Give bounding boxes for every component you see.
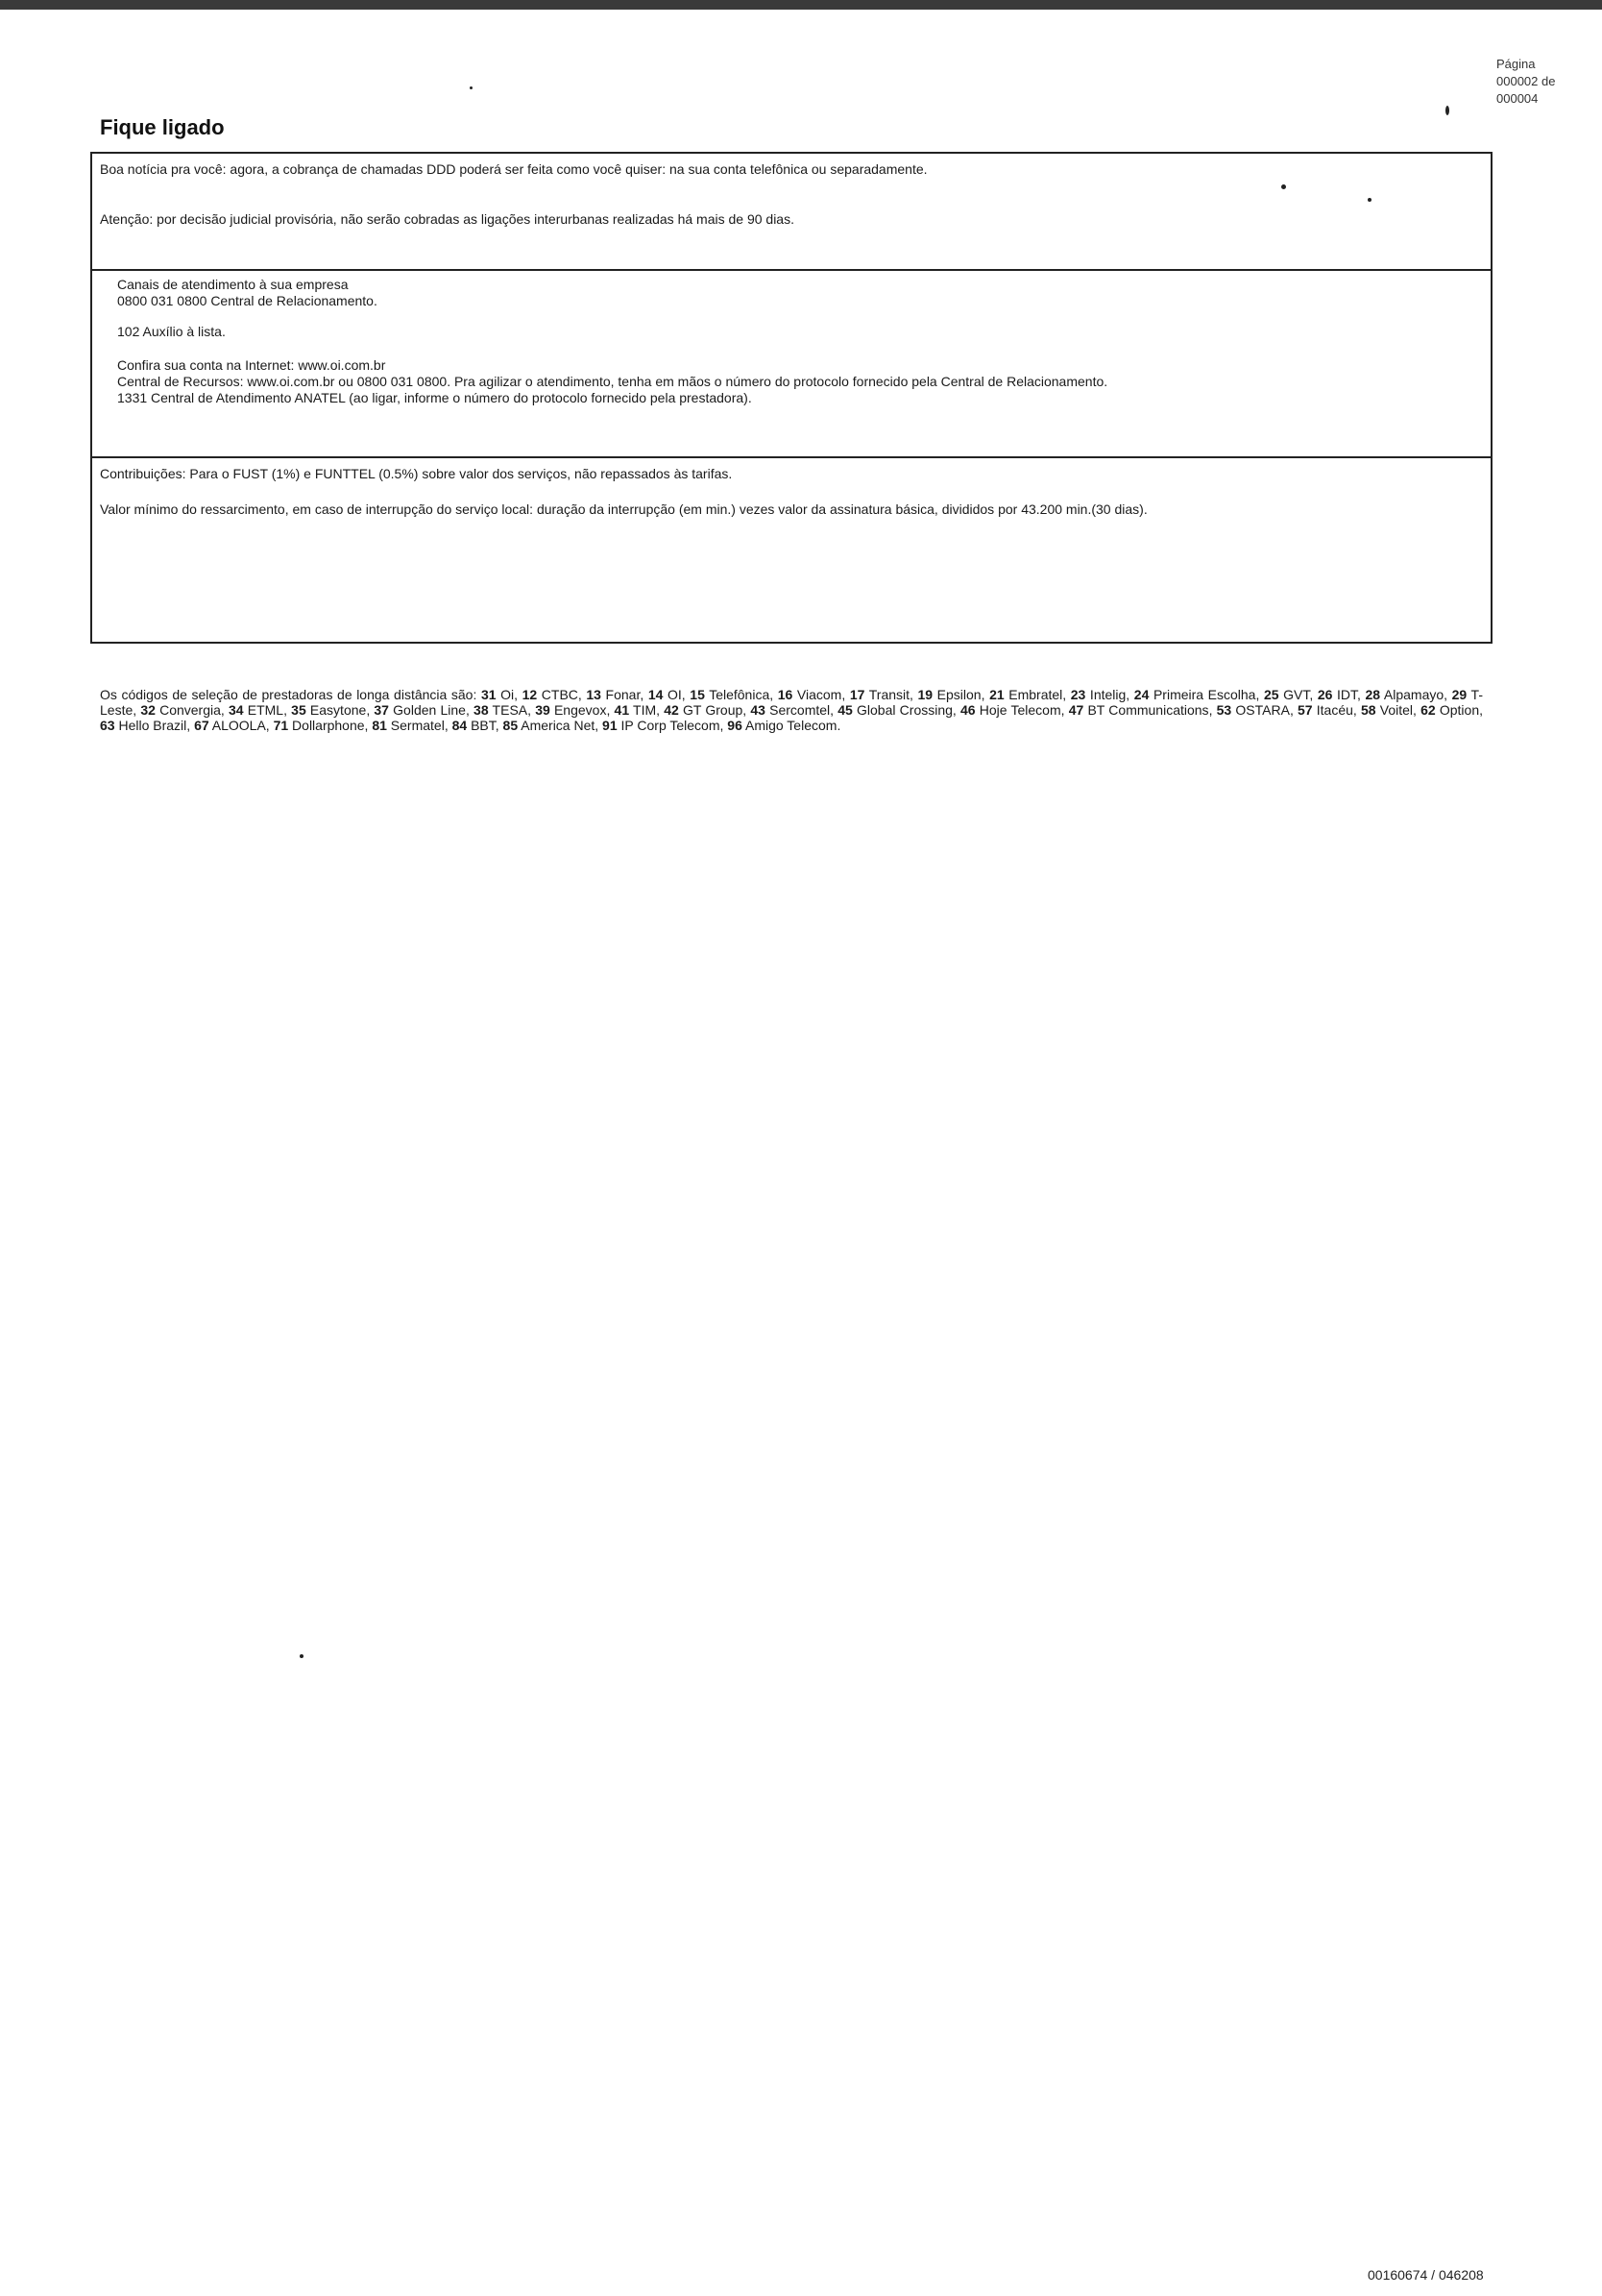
carrier-item xyxy=(1069,702,1209,718)
carrier-item xyxy=(1264,687,1309,702)
carrier-code: 21 xyxy=(989,687,1005,702)
contributions-section xyxy=(92,456,1491,733)
carrier-item xyxy=(481,687,514,702)
carrier-item xyxy=(918,687,982,702)
carrier-name: GVT xyxy=(1278,687,1310,702)
carrier-item xyxy=(374,702,466,718)
page-number xyxy=(1496,56,1583,108)
carrier-name: BBT xyxy=(467,718,496,733)
carrier-item xyxy=(837,702,953,718)
carrier-item xyxy=(140,702,221,718)
channels-section xyxy=(92,269,1491,458)
carrier-code: 37 xyxy=(374,702,389,718)
page-number-current: 000002 de xyxy=(1496,74,1556,88)
ressarcimento-text: Valor mínimo do ressarcimento, em caso de interrupção do serviço local: duração da interrupção (em min.) vezes valor da assinatura básica, divididos por 43.200 min.(30 dias). xyxy=(100,501,1148,517)
carrier-name: Viacom xyxy=(792,687,842,702)
carrier-name: Golden Line xyxy=(388,702,466,718)
carrier-name: America Net xyxy=(518,718,595,733)
carrier-code: 43 xyxy=(750,702,765,718)
carrier-code: 85 xyxy=(502,718,519,733)
carrier-item xyxy=(690,687,769,702)
carrier-item xyxy=(1217,702,1290,718)
scan-top-edge xyxy=(0,0,1602,10)
carrier-name: BT Communications xyxy=(1083,702,1209,718)
carrier-code: 14 xyxy=(647,687,664,702)
carrier-code: 57 xyxy=(1298,702,1313,718)
carrier-item xyxy=(229,702,283,718)
carrier-item xyxy=(1366,687,1444,702)
carrier-name: Itacéu xyxy=(1312,702,1353,718)
carrier-code: 46 xyxy=(960,702,976,718)
carrier-item xyxy=(522,687,578,702)
carrier-name: Primeira Escolha xyxy=(1149,687,1256,702)
carrier-item xyxy=(648,687,682,702)
carrier-code: 84 xyxy=(451,718,468,733)
carrier-item xyxy=(602,718,719,733)
carrier-name: Embratel xyxy=(1004,687,1063,702)
carrier-codes-intro: Os códigos de seleção de prestadoras de longa distância são: xyxy=(100,687,481,702)
carrier-name: Fonar xyxy=(600,687,641,702)
notices-section xyxy=(92,154,1491,271)
section-title: Fique ligado xyxy=(100,115,225,139)
carrier-code: 38 xyxy=(473,702,489,718)
carrier-name: Hello Brazil xyxy=(114,718,187,733)
carrier-item xyxy=(960,702,1061,718)
carrier-name: Voitel xyxy=(1375,702,1414,718)
carrier-code: 19 xyxy=(917,687,934,702)
carrier-name: Easytone xyxy=(305,702,367,718)
footer-document-code: 00160674 / 046208 xyxy=(1368,2267,1484,2283)
carrier-code: 45 xyxy=(837,702,853,718)
carrier-code: 62 xyxy=(1420,702,1436,718)
notice-atencao: Atenção: por decisão judicial provisória, não serão cobradas as ligações interurbanas realizadas há mais de 90 dias. xyxy=(100,211,794,227)
channels-anatel: 1331 Central de Atendimento ANATEL (ao ligar, informe o número do protocolo fornecido pela prestadora). xyxy=(117,390,752,405)
carrier-item xyxy=(452,718,496,733)
carrier-code: 15 xyxy=(690,687,705,702)
carrier-name: Global Crossing xyxy=(852,702,953,718)
carrier-code: 17 xyxy=(849,687,865,702)
carrier-item xyxy=(1318,687,1357,702)
carrier-item xyxy=(989,687,1062,702)
carrier-item xyxy=(778,687,842,702)
scan-speck xyxy=(1281,184,1286,189)
carrier-code: 24 xyxy=(1133,687,1150,702)
carrier-code: 71 xyxy=(273,718,289,733)
carrier-code: 23 xyxy=(1070,687,1086,702)
channels-heading: Canais de atendimento à sua empresa xyxy=(117,277,349,292)
carrier-code: 53 xyxy=(1216,702,1232,718)
carrier-name: T-Leste xyxy=(100,687,1483,718)
carrier-name: Alpamayo xyxy=(1380,687,1444,702)
info-box xyxy=(90,152,1493,733)
carrier-item xyxy=(586,687,640,702)
channels-internet: Confira sua conta na Internet: www.oi.com.br xyxy=(117,357,386,373)
carrier-name: Sercomtel xyxy=(765,702,831,718)
carrier-item xyxy=(473,702,527,718)
carrier-code: 39 xyxy=(535,702,550,718)
scan-speck xyxy=(300,1654,303,1658)
carrier-code: 58 xyxy=(1361,702,1376,718)
carrier-item xyxy=(1298,702,1353,718)
carrier-code: 35 xyxy=(291,702,306,718)
carrier-name: Amigo Telecom xyxy=(741,718,837,733)
carrier-code: 63 xyxy=(100,718,115,733)
carrier-name: Intelig xyxy=(1085,687,1127,702)
carrier-code: 67 xyxy=(194,718,209,733)
carrier-item xyxy=(291,702,366,718)
carrier-item xyxy=(850,687,910,702)
scan-speck xyxy=(1445,106,1449,115)
carrier-name: Hoje Telecom xyxy=(975,702,1061,718)
carrier-item xyxy=(664,702,742,718)
carrier-name: TESA xyxy=(488,702,528,718)
carrier-name: Engevox xyxy=(549,702,607,718)
carrier-item xyxy=(1134,687,1256,702)
carrier-code: 29 xyxy=(1451,687,1468,702)
carrier-name: Epsilon xyxy=(933,687,982,702)
carrier-item xyxy=(274,718,365,733)
carrier-item xyxy=(503,718,595,733)
carrier-name: Transit xyxy=(864,687,910,702)
carrier-name: ETML xyxy=(243,702,284,718)
carrier-code: 34 xyxy=(228,702,244,718)
carrier-code: 26 xyxy=(1317,687,1333,702)
carrier-codes-list: 31 Oi, 12 CTBC, 13 Fonar, 14 OI, 15 Telefônica, 16 Viacom, 17 Transit, 19 Epsilon, 21 Embratel, 23 Intelig, 24 Primeira Escolha, 25 GVT, 26 IDT, 28 Alpamayo, 29 T-Leste, 32 Convergia, 34 ETML, 35 Easytone, 37 Golden Line, 38 TESA, 39 Engevox, 41 TIM, 42 GT Group, 43 Sercomtel, 45 Global Crossing, 46 Hoje Telecom, 47 BT Communications, 53 OSTARA, 57 Itacéu, 58 Voitel, 62 Option, 63 Hello Brazil, 67 ALOOLA, 71 Dollarphone, 81 Sermatel, 84 BBT, 85 America Net, 91 IP Corp Telecom, 96 Amigo Telecom. xyxy=(100,687,1483,733)
carrier-item xyxy=(100,718,186,733)
carrier-name: OI xyxy=(663,687,682,702)
carrier-code: 81 xyxy=(372,718,387,733)
carrier-item xyxy=(1361,702,1413,718)
carrier-item xyxy=(727,718,837,733)
carrier-name: CTBC xyxy=(537,687,578,702)
carrier-codes-paragraph xyxy=(100,687,1483,733)
carrier-code: 25 xyxy=(1263,687,1279,702)
scan-speck xyxy=(470,86,473,89)
carrier-item xyxy=(1420,702,1479,718)
carrier-code: 47 xyxy=(1068,702,1084,718)
carrier-code: 13 xyxy=(586,687,601,702)
carrier-name: ALOOLA xyxy=(208,718,266,733)
carrier-name: Dollarphone xyxy=(288,718,365,733)
carrier-code: 12 xyxy=(522,687,538,702)
carrier-item xyxy=(615,702,657,718)
carrier-name: Sermatel xyxy=(386,718,445,733)
carrier-item xyxy=(750,702,830,718)
carrier-name: TIM xyxy=(629,702,657,718)
carrier-code: 28 xyxy=(1365,687,1381,702)
carrier-name: IP Corp Telecom xyxy=(617,718,720,733)
channels-auxilio-lista: 102 Auxílio à lista. xyxy=(117,324,226,339)
carrier-item xyxy=(372,718,445,733)
carrier-item xyxy=(535,702,606,718)
notice-boa-noticia: Boa notícia pra você: agora, a cobrança de chamadas DDD poderá ser feita como você quiser: na sua conta telefônica ou separadamente. xyxy=(100,161,928,177)
carrier-name: GT Group xyxy=(678,702,743,718)
page-number-total: 000004 xyxy=(1496,91,1539,106)
carrier-name: OSTARA xyxy=(1231,702,1290,718)
scan-speck xyxy=(1368,198,1371,202)
carrier-item xyxy=(194,718,266,733)
carrier-code: 91 xyxy=(602,718,618,733)
carrier-code: 96 xyxy=(727,718,742,733)
carrier-name: Convergia xyxy=(155,702,221,718)
carrier-item xyxy=(1071,687,1127,702)
channels-central-recursos: Central de Recursos: www.oi.com.br ou 0800 031 0800. Pra agilizar o atendimento, tenha em mãos o número do protocolo fornecido pela Central de Relacionamento. xyxy=(117,374,1108,389)
carrier-name: IDT xyxy=(1332,687,1358,702)
page-number-label: Página xyxy=(1496,57,1536,71)
carrier-code: 42 xyxy=(664,702,679,718)
carrier-code: 16 xyxy=(777,687,793,702)
carrier-name: Option xyxy=(1435,702,1480,718)
channels-central-relacionamento: 0800 031 0800 Central de Relacionamento. xyxy=(117,293,377,308)
carrier-code: 41 xyxy=(614,702,630,718)
carrier-code: 32 xyxy=(140,702,156,718)
carrier-code: 31 xyxy=(480,687,497,702)
carrier-name: Oi xyxy=(496,687,515,702)
carrier-name: Telefônica xyxy=(704,687,770,702)
contribuicoes-text: Contribuições: Para o FUST (1%) e FUNTTEL (0.5%) sobre valor dos serviços, não repassados às tarifas. xyxy=(100,466,733,481)
